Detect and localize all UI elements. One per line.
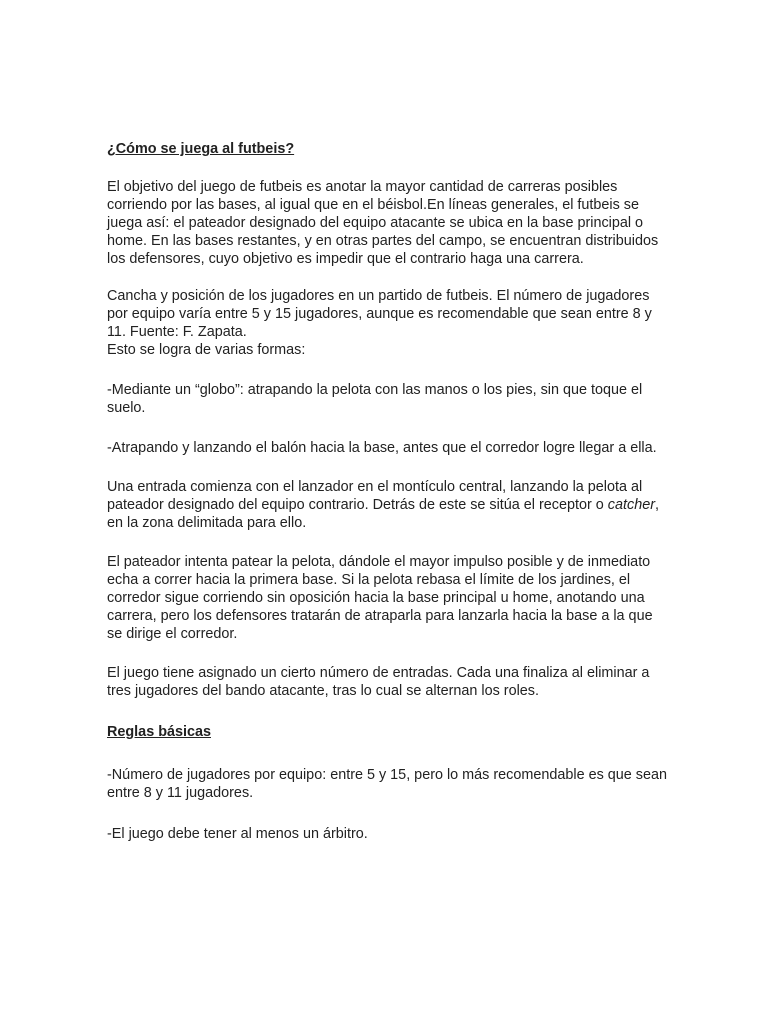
paragraph-cancha: Cancha y posición de los jugadores en un partido de futbeis. El número de jugadores por equipo varía entre 5 y 15 jugadores, aunque es recomendable que sean entre 8 y 11. Fuente: F. Zapata. [107,288,652,340]
paragraph-numero-jugadores: -Número de jugadores por equipo: entre 5 y 15, pero lo más recomendable es que sean entre 8 y 11 jugadores. [107,767,667,801]
paragraph-entradas: El juego tiene asignado un cierto número de entradas. Cada una finaliza al eliminar a tres jugadores del bando atacante, tras lo cual se alternan los roles. [107,665,650,699]
paragraph-objetivo: El objetivo del juego de futbeis es anotar la mayor cantidad de carreras posibles corriendo por las bases, al igual que en el béisbol.En líneas generales, el futbeis se juega así: el pateador designado del equipo atacante se ubica en la base principal o home. En las bases restantes, y en otras partes del campo, se encuentran distribuidos los defensores, cuyo objetivo es impedir que el contrario haga una carrera. [107,179,659,267]
paragraph-entrada-catcher: catcher [607,497,655,513]
paragraph-entrada [107,478,667,532]
section-heading-como-se-juega: ¿Cómo se juega al futbeis? [107,141,295,157]
paragraph-arbitro: -El juego debe tener al menos un árbitro. [107,826,368,842]
paragraph-entrada-text: Una entrada comienza con el lanzador en el montículo central, lanzando la pelota al pateador designado del equipo contrario. Detrás de este se sitúa el receptor o [107,479,643,513]
document-page [107,140,667,843]
paragraph-spacer [107,359,667,381]
paragraph-atrapando: -Atrapando y lanzando el balón hacia la base, antes que el corredor logre llegar a ella. [107,440,657,456]
paragraph-formas-intro: Esto se logra de varias formas: [107,342,306,358]
paragraph-entrada-text-end: , en la zona delimitada para ello. [107,497,659,531]
paragraph-globo: -Mediante un “globo”: atrapando la pelota con las manos o los pies, sin que toque el suelo. [107,382,643,416]
paragraph-pateador: El pateador intenta patear la pelota, dándole el mayor impulso posible y de inmediato echa a correr hacia la primera base. Si la pelota rebasa el límite de los jardines, el corredor sigue corriendo sin oposición hacia la base principal u home, anotando una carrera, pero los defensores tratarán de atraparla para lanzarla hacia la base a la que se dirige el corredor. [107,554,653,642]
section-heading-reglas-basicas: Reglas básicas [107,724,211,740]
